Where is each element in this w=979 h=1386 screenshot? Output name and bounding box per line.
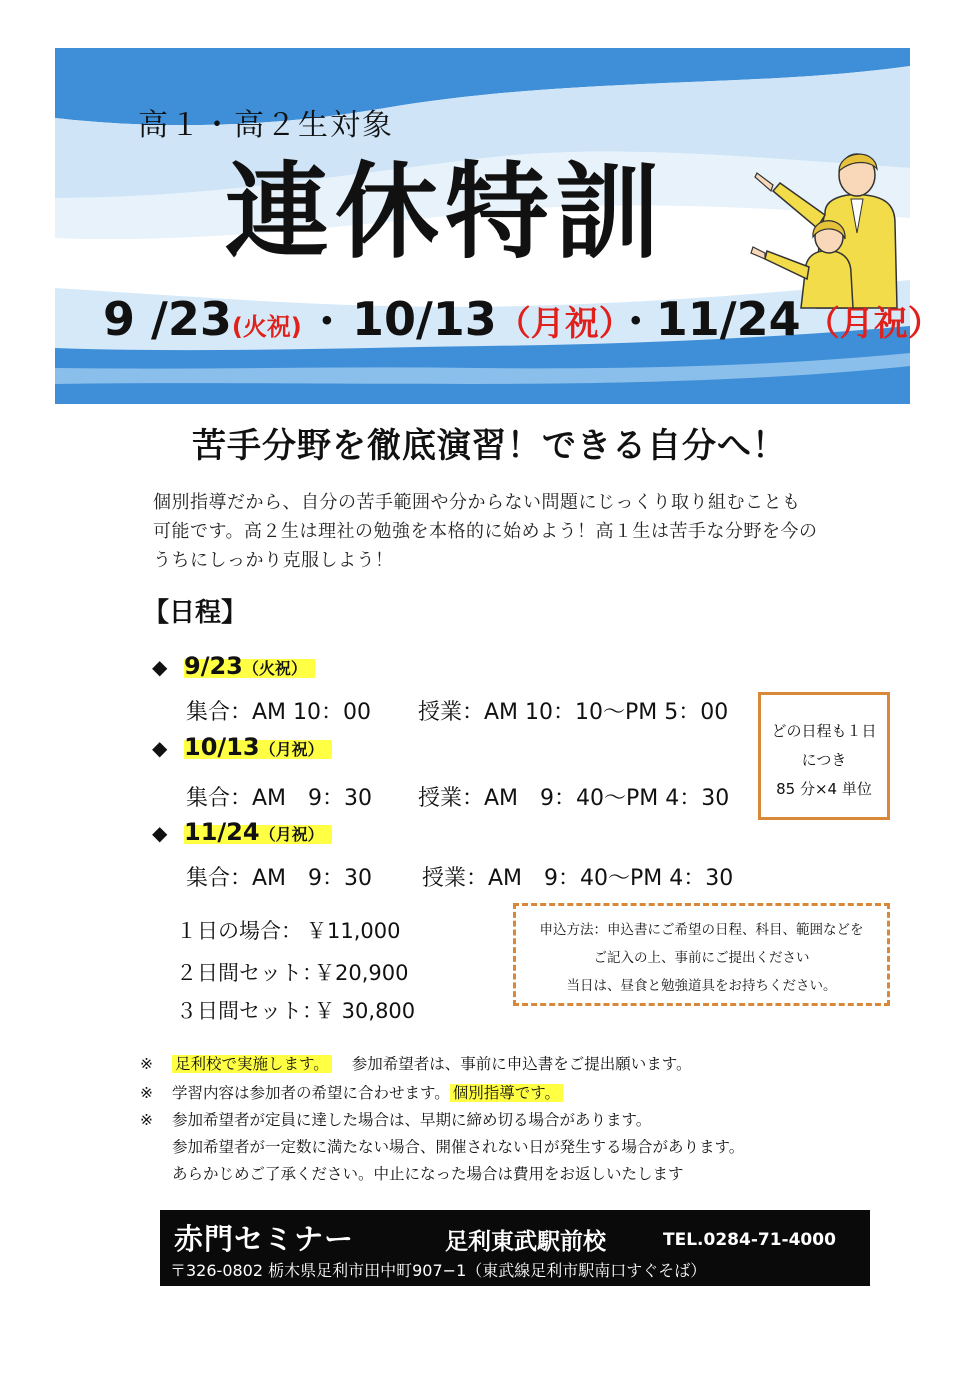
schedule-times-2 (186, 781, 730, 812)
footnote-text: あらかじめご了承ください。中止になった場合は費用をお返しいたします (172, 1165, 684, 1183)
event-date-3: 11/24 (655, 292, 801, 346)
brand-logo-text: 赤門セミナー (174, 1222, 355, 1256)
note-line: どの日程も１日 (771, 722, 877, 740)
apply-line: 当日は、昼食と勉強道具をお持ちください。 (566, 978, 837, 994)
intro-line: 個別指導だから、自分の苦手範囲や分からない問題にじっくり取り組むことも (153, 492, 801, 513)
schedule-item-2 (152, 733, 332, 761)
price-row-2 (176, 957, 409, 987)
footnote-text: 参加希望者は、事前に申込書をご提出願います。 (351, 1055, 692, 1073)
diamond-bullet-icon: ◆ (152, 736, 168, 760)
lesson-time: 授業：AM 10：10〜PM 5：00 (418, 700, 729, 725)
price-label: ３日間セット： (176, 999, 323, 1023)
application-method-box (513, 903, 890, 1006)
schedule-day: （火祝） (242, 659, 307, 678)
gather-time: 集合：AM 9：30 (186, 866, 373, 891)
branch-name: 足利東武駅前校 (445, 1229, 606, 1255)
footnote-text: 学習内容は参加者の希望に合わせます。 (172, 1084, 450, 1102)
schedule-times-1 (186, 695, 729, 726)
units-note-box (758, 692, 890, 820)
main-title: 連休特訓 (225, 151, 666, 273)
target-audience: 高１・高２生対象 (138, 108, 394, 143)
intro-line: 可能です。高２生は理社の勉強を本格的に始めよう！高１生は苦手な分野を今の (153, 521, 818, 542)
lesson-time: 授業：AM 9：40〜PM 4：30 (422, 866, 734, 891)
schedule-heading: 【日程】 (143, 598, 248, 628)
venue-highlight: 足利校で実施します。 (172, 1055, 332, 1073)
gather-time: 集合：AM 10：00 (186, 700, 372, 725)
event-day-3: （月祝） (805, 304, 942, 344)
event-day-1: (火祝) (231, 313, 302, 341)
price-label: ２日間セット： (176, 961, 323, 985)
schedule-item-3 (152, 818, 332, 846)
event-date-2: 10/13 (351, 292, 497, 346)
event-dates (103, 292, 942, 346)
intro-paragraph (153, 488, 873, 575)
individual-guidance-highlight: 個別指導です。 (450, 1084, 563, 1102)
schedule-times-3 (186, 861, 734, 892)
lesson-time: 授業：AM 9：40〜PM 4：30 (418, 786, 730, 811)
schedule-date: 11/24 (184, 818, 260, 846)
schedule-date: 9/23 (184, 652, 243, 680)
date-separator: ・ (306, 299, 347, 345)
price-row-3 (176, 995, 416, 1025)
footnote-2 (140, 1081, 563, 1103)
diamond-bullet-icon: ◆ (152, 655, 168, 679)
note-line: につき (801, 751, 847, 769)
footnote-mark: ※ (140, 1111, 153, 1129)
catchphrase: 苦手分野を徹底演習！できる自分へ！ (192, 426, 787, 466)
address: 〒326-0802 栃木県足利市田中町907−1（東武線足利市駅南口すぐそば） (170, 1261, 707, 1280)
schedule-date: 10/13 (184, 733, 260, 761)
footer-bar (160, 1210, 870, 1286)
price-value: ￥ 30,800 (314, 999, 416, 1023)
price-value: ￥11,000 (306, 919, 401, 943)
phone-number: TEL.0284-71-4000 (663, 1230, 836, 1250)
footnote-mark: ※ (140, 1055, 153, 1073)
footnote-text: 参加希望者が一定数に満たない場合、開催されない日が発生する場合があります。 (172, 1138, 745, 1156)
price-label: １日の場合： (176, 919, 302, 943)
apply-line: ご記入の上、事前にご提出ください (593, 950, 810, 966)
schedule-day: （月祝） (259, 825, 324, 844)
gather-time: 集合：AM 9：30 (186, 786, 373, 811)
footnote-3 (140, 1108, 651, 1130)
diamond-bullet-icon: ◆ (152, 821, 168, 845)
note-line: 85 分×4 単位 (776, 780, 872, 798)
pointing-people-illustration (705, 143, 905, 308)
event-date-1: 9 /23 (103, 292, 232, 346)
price-row-1 (176, 915, 401, 945)
date-separator: ・ (615, 299, 656, 345)
header-banner (55, 48, 942, 404)
event-day-2: （月祝） (496, 304, 616, 344)
footnote-text: 参加希望者が定員に達した場合は、早期に締め切る場合があります。 (172, 1111, 652, 1129)
intro-line: うちにしっかり克服しよう！ (153, 550, 394, 571)
price-value: ￥20,900 (314, 961, 409, 985)
schedule-item-1 (152, 652, 315, 680)
footnote-1 (140, 1052, 692, 1074)
apply-line: 申込方法：申込書にご希望の日程、科目、範囲などを (539, 922, 864, 938)
schedule-day: （月祝） (259, 740, 324, 759)
footnote-mark: ※ (140, 1084, 153, 1102)
